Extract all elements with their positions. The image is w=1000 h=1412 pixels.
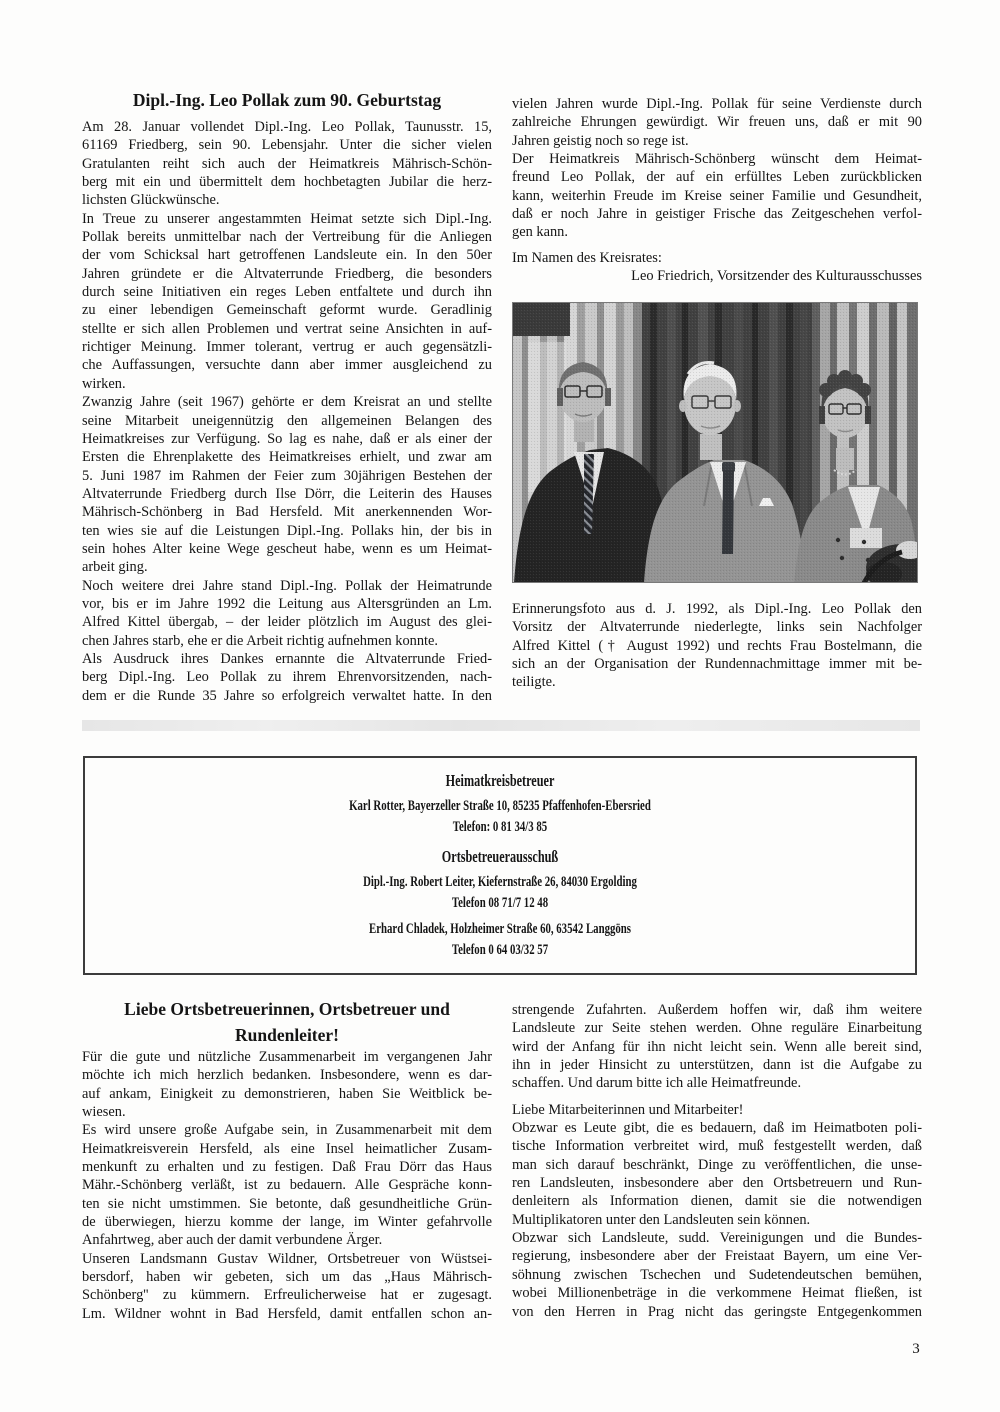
article2-title-line1: Liebe Ortsbetreuerinnen, Ortsbetreuer und: [124, 999, 450, 1019]
article2-title-line2: Rundenleiter!: [234, 1025, 340, 1045]
contact-box: [83, 756, 917, 975]
page-number: 3: [912, 1341, 920, 1357]
article1-title: Dipl.-Ing. Leo Pollak zum 90. Geburtstag: [132, 90, 442, 110]
contact-phone-2: Telefon 08 71/7 12 48: [451, 895, 549, 911]
contact-phone-3: Telefon 0 64 03/32 57: [451, 942, 549, 958]
contact-box-title: Heimatkreisbetreuer: [445, 771, 555, 790]
article2-right-column: [512, 1001, 922, 1321]
photo-svg: [512, 302, 918, 583]
contact-phone-1: Telefon: 0 81 34/3 85: [452, 819, 548, 835]
signature-name: Leo Friedrich, Vorsitzender des Kulturausschusses: [631, 268, 922, 285]
article2-right-part2: Obzwar es Leute gibt, die es bedauern, daß im Heimatboten poli- tische Information verbreitet wird, muß festgestellt werden, daß man sich darauf beschränkt, Dinge zu veröffentlichen, die unse- ren Landsleuten, insbesondere aber den Ortsbetreuern und Run- denleitern als Information dienen, damit sie die notwendigen Multiplikatoren unter den Landsleuten sein können. Obzwar sich Landsleute, sudd. Vereinigungen und die Bundes- regierung, insbesondere aber der Freistaat Bayern, um eine Ver- söhnung zwischen Tschechen und Sudetendeutschen bemühen, wobei Millionenbeträge in die verkommene Heimat fließen, ist von den Herren in Prag nicht das geringste Entgegenkommen: [512, 1120, 922, 1320]
contact-name-3: Erhard Chladek, Holzheimer Straße 60, 63542 Langgöns: [368, 921, 632, 937]
group-photo: [512, 302, 918, 583]
article2-subheading: Liebe Mitarbeiterinnen und Mitarbeiter!: [512, 1101, 744, 1118]
section-divider: [82, 720, 920, 731]
contact-box-subtitle: Ortsbetreuerausschuß: [441, 847, 559, 866]
article2-title: [82, 996, 492, 1048]
article2-left-column: Für die gute und nützliche Zusammenarbeit im vergangenen Jahr möchte ich mich herzlich bedanken. Insbesondere, wenn es dar- auf ankam, Einigkeit zu demonstrieren, haben Sie Weitblick be- wiesen. Es wird unsere große Aufgabe sein, in Zusammenarbeit mit dem Heimatkreisverein Hersfeld, als eine Insel heimatlicher Zusam- menkunft zu erhalten und zu festigen. Daß Frau Dörr das Haus Mähr.-Schönberg verläßt, ist zu bedauern. Alle Gespräche konn- ten sie nicht umstimmen. Sie betonte, daß gesundheitliche Grün- de überwiegen, hierzu komme der lange, im Winter gefahrvolle Anfahrtweg, aber auch der damit verbundene Ärger. Unseren Landsmann Gustav Wildner, Ortsbetreuer von Wüstsei- bersdorf, haben wir gebeten, sich um das „Haus Mährisch- Schönberg'' zu kümmern. Erfreulicherweise hat er zugesagt. Lm. Wildner wohnt in Bad Hersfeld, damit entfallen schon an-: [82, 1049, 492, 1322]
article2-right-part1: strengende Zufahrten. Außerdem hoffen wir, daß ihm weitere Landsleute zur Seite stehen werden. Ohne reguläre Einarbeitung wird der Anfang für ihn nicht leicht sein. Wenn alle bereit sind, ihn in jeder Hinsicht zu unterstützen, dann ist die Aufgabe zu schaffen. Und darum bitte ich alle Heimatfreunde.: [512, 1002, 922, 1092]
contact-name-2: Dipl.-Ing. Robert Leiter, Kiefernstraße 26, 84030 Ergolding: [363, 874, 637, 890]
contact-name-1: Karl Rotter, Bayerzeller Straße 10, 85235 Pfaffenhofen-Ebersried: [349, 798, 651, 814]
photo-grain: [512, 302, 918, 583]
signature-block: [512, 249, 922, 286]
photo-caption: Erinnerungsfoto aus d. J. 1992, als Dipl.-Ing. Leo Pollak den Vorsitz der Altvaterrunde niederlegte, links sein Nachfolger Alfred Kittel († August 1992) und rechts Frau Bostelmann, die sich an der Organisation der Rundennachmittage immer mit be- teiligte.: [512, 601, 922, 691]
article1-left-column: Am 28. Januar vollendet Dipl.-Ing. Leo Pollak, Taunusstr. 15, 61169 Friedberg, sein 90. Lebensjahr. Unter die sicher vielen Gratulanten reiht sich auch der Heimatkreis Mährisch-Schön- berg mit ein und übermittelt dem hochbetagten Jubilar die herz- lichsten Glückwünsche. In Treue zu unserer angestammten Heimat setzte sich Dipl.-Ing. Pollak bereits unmittelbar nach der Vertreibung für die Anliegen der vom Schicksal hart getroffenen Landsleute ein. In den 50er Jahren gründete er die Altvaterrunde Friedberg, die besonders durch seine Initiativen ein reges Leben entfaltete und durch ihn zu einer lebendigen Gemeinschaft geformt wurde. Geradlinig stellte er sich allen Problemen und vertrat seine Ansichten in auf- richtiger Meinung. Immer tolerant, vertrug er auch gegensätzli- che Auffassungen, versuchte dann aber immer ausgleichend zu wirken. Zwanzig Jahre (seit 1967) gehörte er dem Kreisrat an und stellte seine Mitarbeit uneigennützig den allgemeinen Belangen des Heimatkreises zur Verfügung. So lag es nahe, daß er als einer der Ersten die Ehrenplakette des Heimatkreises erhielt, und zwar am 5. Juni 1987 im Rahmen der Feier zum 30jährigen Bestehen der Altvaterrunde Friedberg durch Ilse Dörr, die Leiterin des Hauses Mährisch-Schönberg in Bad Hersfeld. Mit anerkennenden Wor- ten wies sie auf die Leistungen Dipl.-Ing. Pollaks hin, der bis in sein hohes Alter keine Wege gescheut habe, wenn es um Heimat- arbeit ging. Noch weitere drei Jahre stand Dipl.-Ing. Pollak der Heimatrunde vor, bis er im Jahre 1992 die Leitung aus Altersgründen an Lm. Alfred Kittel übergab, – der leider plötzlich im August des glei- chen Jahres starb, ehe er die Arbeit richtig aufnehmen konnte. Als Ausdruck ihres Dankes ernannte die Altvaterrunde Fried- berg Dipl.-Ing. Leo Pollak zu ihrem Ehrenvorsitzenden, nach- dem er die Runde 35 Jahre so erfolgreich verwaltet hatte. In den: [82, 119, 492, 704]
signature-intro: Im Namen des Kreisrates:: [512, 250, 662, 266]
article1-right-column: vielen Jahren wurde Dipl.-Ing. Pollak für seine Verdienste durch zahlreiche Ehrungen gewürdigt. Wir freuen uns, daß er mit 90 Jahren geistig noch so rege ist. Der Heimatkreis Mährisch-Schönberg wünscht dem Heimat- freund Leo Pollak, der auf ein erfülltes Leben zurückblicken kann, weiterhin Freude im Kreise seiner Familie und Gesundheit, daß er noch Jahre in geistiger Frische das Zeitgeschehen verfol- gen kann.: [512, 96, 922, 241]
